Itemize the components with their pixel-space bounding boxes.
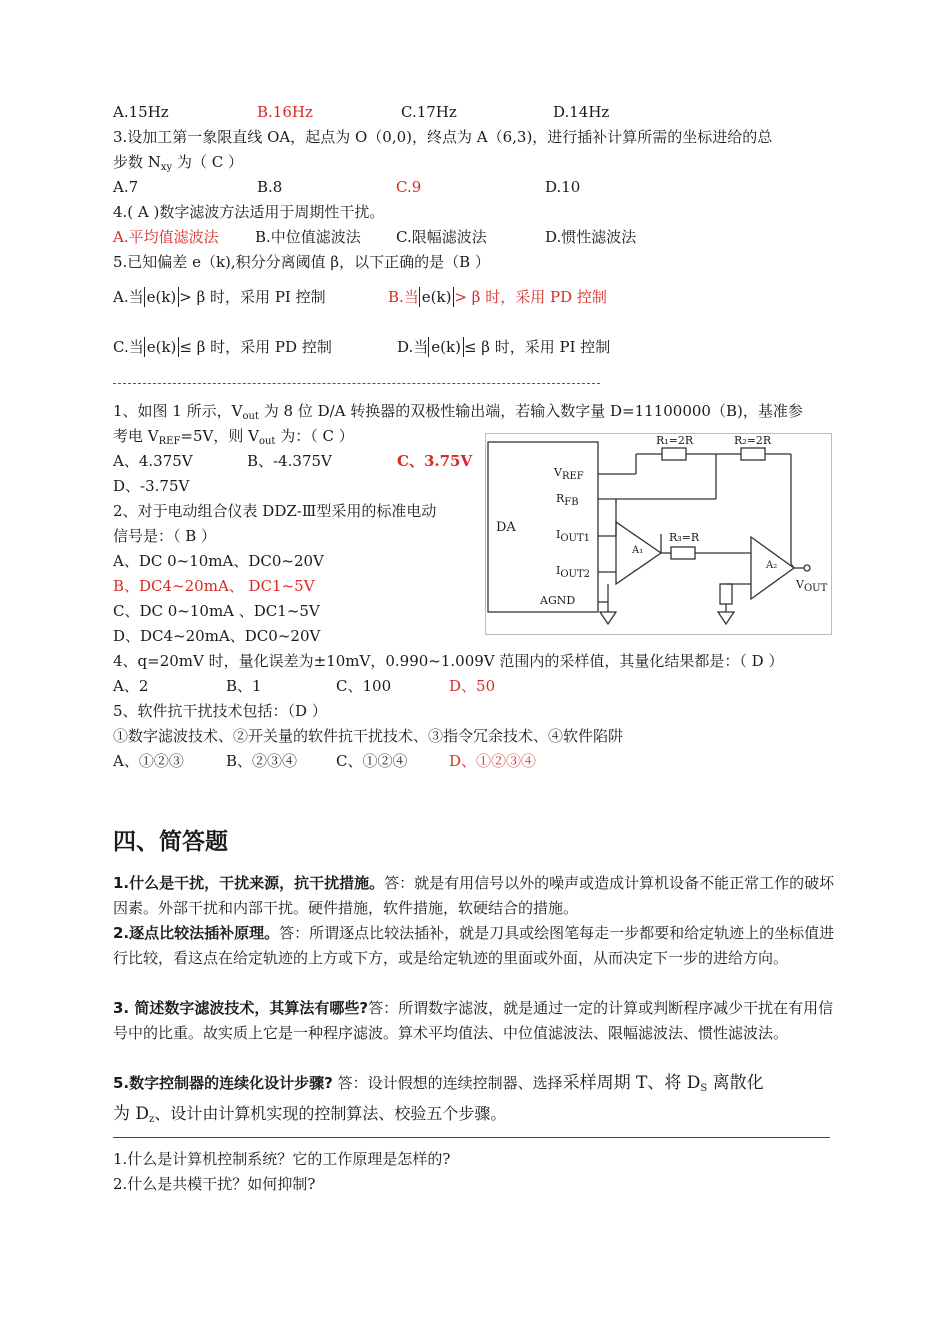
label-da: DA	[496, 520, 516, 535]
s2-q2-option-a: A、DC 0~10mA、DC0~20V	[113, 552, 324, 570]
s2-q5-option-a: A、①②③	[113, 752, 184, 770]
q4-option-b: B.中位值滤波法	[255, 228, 361, 246]
s2-q4-option-a: A、2	[113, 677, 149, 695]
prev-option-c: C.17Hz	[401, 103, 457, 121]
label-iout1: $I_{OUT1}$	[556, 528, 591, 544]
label-a1: A₁	[632, 545, 644, 556]
resistor-r2	[741, 448, 765, 460]
q5-stem: 5.已知偏差 e（k),积分分离阈值 β，以下正确的是（B ）	[113, 253, 490, 271]
q5-option-a: A.当 e(k) > β 时，采用 PI 控制	[113, 288, 326, 306]
q4-stem: 4.( A )数字滤波方法适用于周期性干扰。	[113, 203, 385, 221]
q3-line1: 3.设加工第一象限直线 OA，起点为 O（0,0)，终点为 A（6,3)，进行插补计算所需的坐标进给的总	[113, 128, 773, 146]
s2-q5-items: ①数字滤波技术、②开关量的软件抗干扰技术、③指令冗余技术、④软件陷阱	[113, 727, 624, 745]
s2-q1-option-d: D、-3.75V	[113, 477, 190, 495]
answer-5: 5.数字控制器的连续化设计步骤? 答：设计假想的连续控制器、选择采样周期 T、将 $D_S$ 离散化 为 $D_z$、设计由计算机实现的控制算法、校验五个步骤。	[113, 1073, 764, 1125]
s2-q5-stem: 5、软件抗干扰技术包括：（D ）	[113, 702, 327, 720]
label-iout2: $I_{OUT2}$	[556, 564, 591, 580]
solid-divider	[113, 1137, 830, 1138]
output-terminal	[804, 565, 810, 571]
q4-option-a: A.平均值滤波法	[113, 228, 219, 246]
dashed-divider	[113, 383, 600, 384]
answer-1: 1.什么是干扰，干扰来源，抗干扰措施。答：就是有用信号以外的噪声或造成计算机设备不能正常工作的破坏因素。外部干扰和内部干扰。硬件措施，软件措施，软硬结合的措施。	[113, 874, 835, 917]
q5-option-c: C.当 e(k) ≤ β 时，采用 PD 控制	[113, 338, 332, 356]
answer-2: 2.逐点比较法插补原理。答：所谓逐点比较法插补，就是刀具或绘图笔每走一步都要和给定轨迹上的坐标值进行比较，看这点在给定轨迹的上方或下方，或是给定轨迹的里面或外面，从而决定下一步的进给方向。	[113, 924, 835, 967]
s2-q1-option-a: A、4.375V	[113, 452, 193, 470]
s2-q5-option-d: D、①②③④	[449, 752, 537, 770]
label-r2: R₂=2R	[734, 434, 772, 447]
q5-option-d: D.当 e(k) ≤ β 时，采用 PI 控制	[397, 338, 611, 356]
q3-option-c: C.9	[396, 178, 422, 196]
label-vref: $V_{REF}$	[554, 466, 584, 482]
label-a2: A₂	[766, 560, 778, 571]
q3-option-b: B.8	[257, 178, 283, 196]
resistor-r1	[662, 448, 686, 460]
s2-q2-option-c: C、DC 0~10mA 、DC1~5V	[113, 602, 320, 620]
label-agnd: AGND	[540, 594, 576, 607]
q3-option-d: D.10	[545, 178, 581, 196]
label-r3: R₃=R	[669, 531, 700, 544]
s2-q4-option-b: B、1	[226, 677, 262, 695]
ground-resistor	[720, 584, 732, 604]
s2-q1-option-c: C、3.75V	[397, 452, 473, 470]
label-r1: R₁=2R	[656, 434, 694, 447]
answer-3: 3. 简述数字滤波技术，其算法有哪些?答：所谓数字滤波，就是通过一定的计算或判断程序减少干扰在有用信号中的比重。故实质上它是一种程序滤波。算术平均值法、中位值滤波法、限幅滤波法、惯性滤波法。	[113, 999, 834, 1042]
s2-q5-option-c: C、①②④	[336, 752, 408, 770]
s2-q4-option-c: C、100	[336, 677, 392, 695]
q3-line2: 步数 $N_{xy}$ 为（ C ）	[113, 153, 243, 173]
s2-q2-line2: 信号是：（ B ）	[113, 527, 217, 545]
q4-option-d: D.惯性滤波法	[545, 228, 637, 246]
prev-option-a: A.15Hz	[113, 103, 169, 121]
q5-option-b: B.当 e(k) > β 时，采用 PD 控制	[388, 288, 607, 306]
prev-option-d: D.14Hz	[553, 103, 610, 121]
s2-q1-line1: 1、如图 1 所示，$V_{out}$ 为 8 位 D/A 转换器的双极性输出端，若输入数字量 D=11100000（B)，基准参	[113, 402, 803, 422]
label-vout: $V_{OUT}$	[796, 578, 828, 594]
s2-q1-option-b: B、-4.375V	[247, 452, 332, 470]
footer-question-1: 1.什么是计算机控制系统？它的工作原理是怎样的?	[113, 1150, 451, 1168]
s2-q4-option-d: D、50	[449, 677, 496, 695]
s2-q2-option-b: B、DC4~20mA、 DC1~5V	[113, 577, 315, 595]
circuit-diagram	[486, 434, 831, 634]
resistor-r3	[671, 547, 695, 559]
s2-q2-option-d: D、DC4~20mA、DC0~20V	[113, 627, 321, 645]
s2-q4-stem: 4、q=20mV 时，量化误差为±10mV，0.990~1.009V 范围内的采样值，其量化结果都是：（ D ）	[113, 652, 784, 670]
label-rfb: $R_{FB}$	[556, 492, 579, 508]
s2-q1-line2: 考电 $V_{REF}=5V$，则 $V_{out}$ 为：（ C ）	[113, 427, 354, 447]
s2-q2-line1: 2、对于电动组合仪表 DDZ-Ⅲ型采用的标准电动	[113, 502, 437, 520]
prev-option-b: B.16Hz	[257, 103, 313, 121]
q3-option-a: A.7	[113, 178, 139, 196]
s2-q5-option-b: B、②③④	[226, 752, 298, 770]
q4-option-c: C.限幅滤波法	[396, 228, 487, 246]
dac-circuit-figure	[485, 433, 832, 635]
footer-question-2: 2.什么是共模干扰？如何抑制?	[113, 1175, 316, 1193]
section-heading: 四、简答题	[113, 829, 228, 855]
